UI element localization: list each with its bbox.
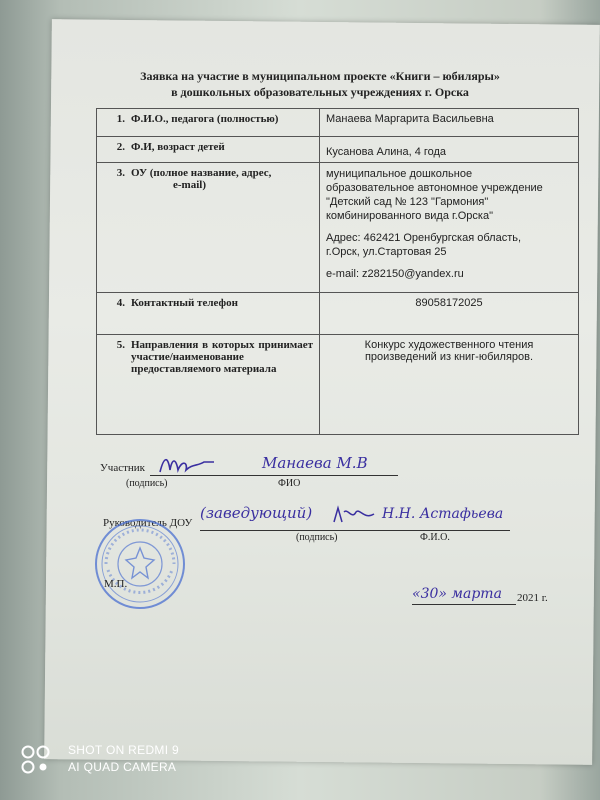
row-value <box>320 335 579 435</box>
date-line <box>412 604 516 605</box>
participant-label: Участник <box>100 462 146 474</box>
title-line-2: в дошкольных образовательных учреждениях г. Орска <box>171 85 469 99</box>
head-signature <box>332 504 376 530</box>
application-table <box>96 108 579 435</box>
participant-signature <box>158 452 218 481</box>
ou-address-line: г.Орск, ул.Стартовая 25 <box>326 246 447 258</box>
document-title <box>130 68 510 100</box>
row-number: 5. <box>116 339 125 351</box>
row-label <box>97 109 320 137</box>
row-label-text: e-mail) <box>173 179 206 191</box>
date-year: 2021 г. <box>517 592 548 604</box>
row-value: Кусанова Алина, 4 года <box>320 137 579 163</box>
table-row <box>97 137 579 163</box>
ou-address-line: Адрес: 462421 Оренбургская область, <box>326 232 522 244</box>
row-label-text: Направления в которых принимает участие/наименование предоставляемого материала <box>131 339 313 375</box>
head-line <box>200 530 510 531</box>
camera-line-2: AI QUAD CAMERA <box>68 760 177 774</box>
row-number: 4. <box>116 297 125 309</box>
official-stamp <box>94 518 186 610</box>
date-handwritten: «30» марта <box>412 586 502 602</box>
participant-sign-caption: (подпись) <box>126 478 168 489</box>
table-row <box>97 335 579 435</box>
row-label <box>97 293 320 335</box>
stamp-place-label: М.П. <box>104 578 128 590</box>
direction-line: Конкурс художественного чтения <box>364 339 534 351</box>
table-row <box>97 109 579 137</box>
row-label <box>97 335 320 435</box>
participant-fio-caption: ФИО <box>278 478 301 489</box>
direction-line: произведений из книг-юбиляров. <box>364 351 534 363</box>
camera-line-1: SHOT ON REDMI 9 <box>68 743 179 757</box>
row-number: 2. <box>116 141 125 153</box>
head-handwritten-fio: Н.Н. Астафьева <box>382 506 504 522</box>
row-number: 1. <box>116 113 125 125</box>
head-sign-caption: (подпись) <box>296 532 338 543</box>
ou-name-line: муниципальное дошкольное <box>326 168 473 180</box>
table-row <box>97 293 579 335</box>
ou-name-line: комбинированного вида г.Орска" <box>326 210 493 222</box>
row-label-text: Контактный телефон <box>131 297 238 309</box>
row-label <box>97 137 320 163</box>
table-row <box>97 163 579 293</box>
row-value: 89058172025 <box>320 293 579 335</box>
row-label-text: Ф.И.О., педагога (полностью) <box>131 113 279 125</box>
participant-handwritten-fio: Манаева М.В <box>262 454 368 472</box>
ou-email: e-mail: z282150@yandex.ru <box>326 268 464 280</box>
row-label-text: Ф.И, возраст детей <box>131 141 225 153</box>
head-handwritten-position: (заведующий) <box>200 504 313 522</box>
head-fio-caption: Ф.И.О. <box>420 532 450 543</box>
row-number: 3. <box>116 167 125 179</box>
ou-name-line: образовательное автономное учреждение <box>326 182 543 194</box>
row-label-text: ОУ (полное название, адрес, <box>131 167 272 179</box>
row-value: Манаева Маргарита Васильевна <box>320 109 579 137</box>
camera-dots-icon <box>20 744 60 784</box>
row-value <box>320 163 579 293</box>
row-label <box>97 163 320 293</box>
camera-watermark-text <box>68 742 179 776</box>
ou-name-line: "Детский сад № 123 "Гармония" <box>326 196 489 208</box>
head-label: Руководитель ДОУ <box>103 517 193 529</box>
title-line-1: Заявка на участие в муниципальном проекте «Книги – юбиляры» <box>140 69 500 83</box>
